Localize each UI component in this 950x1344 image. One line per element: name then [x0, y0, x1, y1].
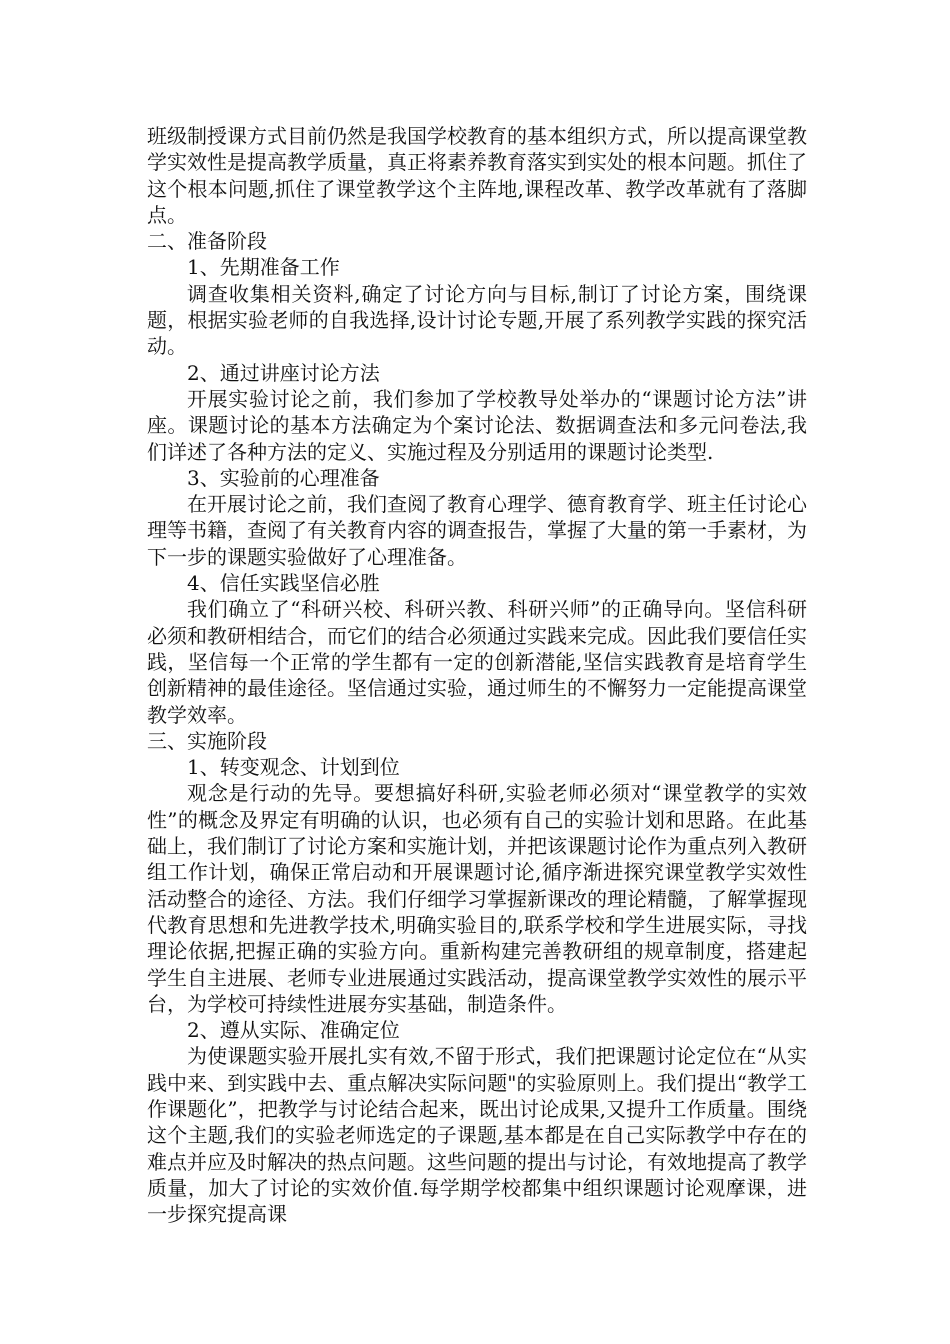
subheading-lecture-methods: 2、通过讲座讨论方法: [187, 360, 380, 385]
subheading-follow-reality: 2、遵从实际、准确定位: [187, 1018, 400, 1043]
subheading-early-preparation: 1、先期准备工作: [187, 255, 340, 280]
intro-paragraph: 班级制授课方式目前仍然是我国学校教育的基本组织方式，所以提高课堂教学实效性是提高教学质量，真正将素养教育落实到实处的根本问题。抓住了这个根本问题,抓住了课堂教学这个主阵地,课程改革、教学改革就有了落脚点。: [147, 124, 807, 227]
subheading-change-concepts: 1、转变观念、计划到位: [187, 755, 400, 780]
subheading-psychological-preparation: 3、实验前的心理准备: [187, 465, 380, 490]
paragraph-trust-practice: 我们确立了“科研兴校、科研兴教、科研兴师”的正确导向。坚信科研必须和教研相结合，而它们的结合必须通过实践来完成。因此我们要信任实践，坚信每一个正常的学生都有一定的创新潜能,坚信实践教育是培育学生创新精神的最佳途径。坚信通过实验，通过师生的不懈努力一定能提高课堂教学效率。: [147, 597, 807, 727]
paragraph-follow-reality: 为使课题实验开展扎实有效,不留于形式，我们把课题讨论定位在“从实践中来、到实践中去、重点解决实际问题"的实验原则上。我们提出“教学工作课题化”，把教学与讨论结合起来，既出讨论成果,又提升工作质量。围绕这个主题,我们的实验老师选定的子课题,基本都是在自己实际教学中存在的难点并应及时解决的热点问题。这些问题的提出与讨论，有效地提高了教学质量，加大了讨论的实效价值.每学期学校都集中组织课题讨论观摩课，进一步探究提高课: [147, 1044, 807, 1227]
document-body: [147, 123, 807, 1227]
paragraph-lecture-methods: 开展实验讨论之前，我们参加了学校教导处举办的“课题讨论方法”讲座。课题讨论的基本方法确定为个案讨论法、数据调查法和多元问卷法,我们详述了各种方法的定义、实施过程及分别适用的课题讨论类型.: [147, 386, 807, 464]
section-heading-preparation: 二、准备阶段: [147, 229, 267, 254]
paragraph-early-preparation: 调查收集相关资料,确定了讨论方向与目标,制订了讨论方案，围绕课题，根据实验老师的自我选择,设计讨论专题,开展了系列教学实践的探究活动。: [147, 281, 807, 359]
section-heading-implementation: 三、实施阶段: [147, 728, 267, 753]
paragraph-psychological-preparation: 在开展讨论之前，我们查阅了教育心理学、德育教育学、班主任讨论心理等书籍，查阅了有关教育内容的调查报告，掌握了大量的第一手素材，为下一步的课题实验做好了心理准备。: [147, 492, 807, 569]
paragraph-change-concepts: 观念是行动的先导。要想搞好科研,实验老师必须对“课堂教学的实效性”的概念及界定有明确的认识，也必须有自己的实验计划和思路。在此基础上，我们制订了讨论方案和实施计划，并把该课题讨论作为重点列入教研组工作计划，确保正常启动和开展课题讨论,循序渐进探究课堂教学实效性活动整合的途径、方法。我们仔细学习掌握新课改的理论精髓，了解掌握现代教育思想和先进教学技术,明确实验目的,联系学校和学生进展实际，寻找理论依据,把握正确的实验方向。重新构建完善教研组的规章制度，搭建起学生自主进展、老师专业进展通过实践活动，提高课堂教学实效性的展示平台，为学校可持续性进展夯实基础，制造条件。: [147, 781, 807, 1016]
subheading-trust-practice: 4、信任实践坚信必胜: [187, 571, 380, 596]
